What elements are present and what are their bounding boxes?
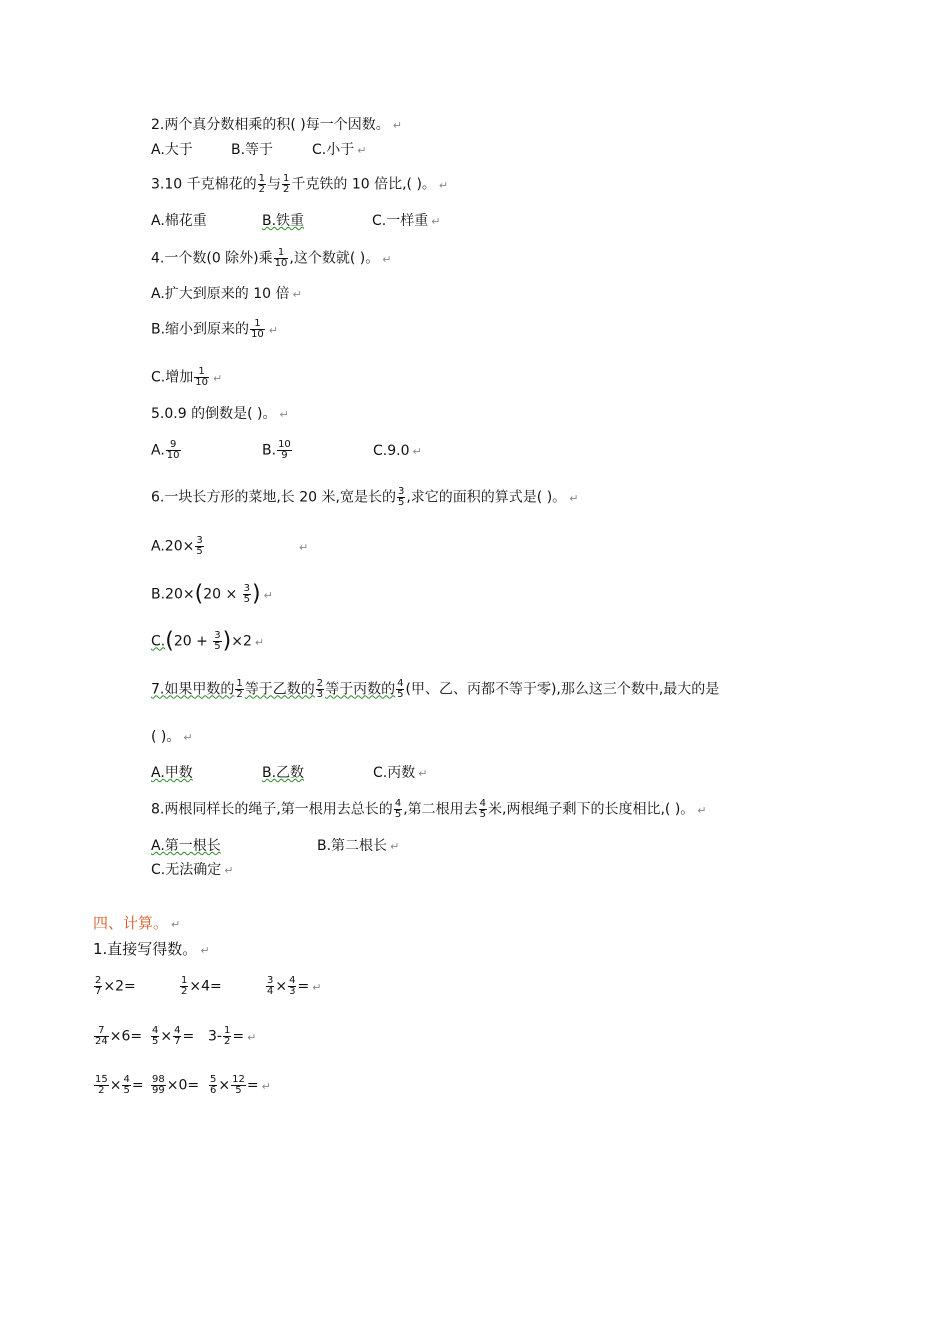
calc-row-2: $\frac{7}{24}$ ×6= $\frac{4}{5}$ × $\frac{4}{7}$ = 3- $\frac{1}{2}$ = ↵ — [95, 1025, 257, 1047]
option-b: B.等于 — [231, 142, 274, 158]
calc-item: $\frac{2}{7}$ ×2= — [95, 975, 136, 997]
calc-item: $\frac{3}{4}$ × $\frac{4}{3}$ = — [267, 975, 310, 997]
option-a: A. $\frac{9}{10}$ — [151, 439, 180, 461]
question-4-option-a: A.扩大到原来的 10 倍 ↵ — [151, 286, 302, 302]
option-a: A.甲数 — [151, 765, 193, 781]
option-c: C.一样重 — [372, 213, 429, 229]
question-6-option-c: C.(20 + $\frac{3}{5}$ )×2 ↵ — [151, 628, 265, 654]
fraction: $\frac{3}{5}$ — [397, 486, 405, 508]
fraction: $\frac{4}{5}$ — [394, 798, 402, 820]
question-2-options: A.大于 B.等于 C.小于 ↵ — [151, 142, 367, 158]
fraction: $\frac{4}{5}$ — [479, 798, 487, 820]
question-3-options: A.棉花重 B.铁重 C.一样重 ↵ — [151, 213, 441, 229]
question-7-options: A.甲数 B.乙数 C.丙数 ↵ — [151, 765, 428, 781]
question-5-options: A. $\frac{9}{10}$ B. $\frac{10}{9}$ C.9.0 ↵ — [151, 439, 422, 461]
option-a: A.第一根长 — [151, 838, 221, 854]
question-3: 3.10 千克棉花的 $\frac{1}{2}$ 与 $\frac{1}{2}$ 千克铁的 10 倍比,( )。 ↵ — [151, 173, 449, 195]
fraction: $\frac{1}{2}$ — [283, 173, 290, 195]
fraction: $\frac{1}{2}$ — [258, 173, 265, 195]
option-b: B.乙数 — [262, 765, 305, 781]
calc-row-3: $\frac{15}{2}$ × $\frac{4}{5}$ = $\frac{98}{99}$ ×0= $\frac{5}{6}$ × $\frac{12}{5}$ = ↵ — [95, 1074, 271, 1096]
calc-item: $\frac{1}{2}$ ×4= — [181, 975, 222, 997]
question-8-option-c: C.无法确定 ↵ — [151, 862, 234, 878]
subsection-title: 1.直接写得数。 ↵ — [93, 940, 210, 958]
option-c: C.丙数 — [373, 765, 416, 781]
question-4-option-c: C.增加 $\frac{1}{10}$ ↵ — [151, 366, 223, 388]
option-c: C.9.0 — [373, 442, 410, 459]
calc-item: 3- $\frac{1}{2}$ = — [208, 1025, 245, 1047]
fraction: $\frac{1}{10}$ — [274, 247, 288, 269]
fraction: $\frac{1}{2}$ — [236, 678, 243, 700]
paragraph-mark: ↵ — [392, 119, 402, 132]
fraction: $\frac{1}{10}$ — [251, 318, 264, 340]
question-4-option-b: B.缩小到原来的 $\frac{1}{10}$ ↵ — [151, 318, 279, 340]
section-heading: 四、计算。 ↵ — [93, 914, 181, 932]
calc-item: $\frac{4}{5}$ × $\frac{4}{7}$ = — [152, 1025, 195, 1047]
option-a: A.棉花重 — [151, 213, 207, 229]
question-6: 6.一块长方形的菜地,长 20 米,宽是长的 $\frac{3}{5}$ ,求它的面积的算式是( )。 ↵ — [151, 486, 579, 508]
option-b: B.第二根长 — [317, 838, 388, 854]
option-b: B. $\frac{10}{9}$ — [262, 439, 291, 461]
fraction: $\frac{2}{3}$ — [316, 678, 324, 700]
question-6-option-a: A.20× $\frac{3}{5}$ ↵ — [151, 535, 309, 557]
option-b: B.铁重 — [262, 213, 305, 229]
fraction: $\frac{4}{5}$ — [397, 678, 404, 700]
calc-item: $\frac{5}{6}$ × $\frac{12}{5}$ = — [210, 1074, 259, 1096]
question-4: 4.一个数(0 除外)乘 $\frac{1}{10}$ ,这个数就( )。 ↵ — [151, 247, 392, 269]
question-5: 5.0.9 的倒数是( )。 ↵ — [151, 406, 289, 422]
question-7: 7.如果甲数的 $\frac{1}{2}$ 等于乙数的 $\frac{2}{3}$ 等于丙数的 $\frac{4}{5}$ (甲、乙、丙都不等于零),那么这三个数中,最大的是 — [151, 678, 720, 700]
calc-row-1: $\frac{2}{7}$ ×2= $\frac{1}{2}$ ×4= $\frac{3}{4}$ × $\frac{4}{3}$ = ↵ — [95, 975, 322, 997]
question-8-options: A.第一根长 B.第二根长 ↵ — [151, 838, 400, 854]
option-a: A.大于 — [151, 142, 193, 158]
option-c: C.小于 — [312, 142, 355, 158]
question-7-blank: ( )。 ↵ — [151, 729, 193, 745]
calc-item: $\frac{15}{2}$ × $\frac{4}{5}$ = — [95, 1074, 144, 1096]
question-8: 8.两根同样长的绳子,第一根用去总长的 $\frac{4}{5}$ ,第二根用去 $\frac{4}{5}$ 米,两根绳子剩下的长度相比,( )。 ↵ — [151, 798, 707, 820]
question-2: 2.两个真分数相乘的积( )每一个因数。 ↵ — [151, 117, 402, 133]
question-6-option-b: B.20×(20 × $\frac{3}{5}$ ) ↵ — [151, 581, 273, 607]
calc-item: $\frac{7}{24}$ ×6= — [95, 1025, 143, 1047]
calc-item: $\frac{98}{99}$ ×0= — [152, 1074, 200, 1096]
fraction: $\frac{1}{10}$ — [195, 366, 208, 388]
